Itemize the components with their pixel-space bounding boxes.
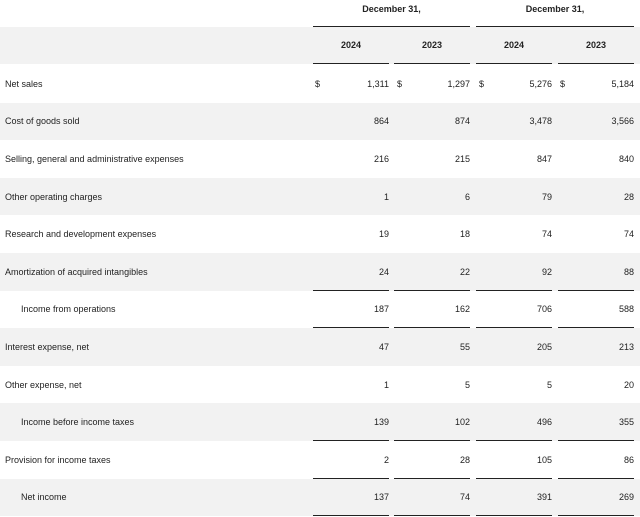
year-header: 2024	[340, 40, 362, 50]
value-cell: 74	[459, 492, 470, 503]
currency-symbol: $	[479, 78, 485, 89]
row-label: Interest expense, net	[5, 341, 90, 352]
value-cell: 496	[536, 417, 552, 428]
year-header: 2023	[585, 40, 607, 50]
value-cell: 28	[623, 191, 634, 202]
year-underline	[313, 63, 389, 64]
value-cell: 102	[454, 417, 470, 428]
table-row	[0, 178, 640, 216]
subtotal-rule	[476, 515, 552, 516]
value-cell: 79	[541, 191, 552, 202]
value-cell: 2	[383, 454, 389, 465]
year-header: 2023	[421, 40, 443, 50]
row-label: Research and development expenses	[5, 229, 157, 240]
value-cell: 139	[373, 417, 389, 428]
row-label: Cost of goods sold	[5, 116, 80, 127]
table-row	[0, 366, 640, 404]
subtotal-rule	[394, 515, 470, 516]
row-label: Provision for income taxes	[5, 454, 111, 465]
table-row	[0, 65, 640, 103]
table-row	[0, 215, 640, 253]
value-cell: 1	[383, 379, 389, 390]
value-cell: 864	[373, 116, 389, 127]
value-cell: 5,184	[611, 78, 634, 89]
value-cell: 706	[536, 304, 552, 315]
table-row	[0, 403, 640, 441]
period-header-row	[0, 0, 640, 27]
value-cell: 205	[536, 341, 552, 352]
table-row	[0, 441, 640, 479]
value-cell: 88	[623, 266, 634, 277]
value-cell: 847	[536, 153, 552, 164]
subtotal-rule	[558, 515, 634, 516]
currency-symbol: $	[397, 78, 403, 89]
value-cell: 187	[373, 304, 389, 315]
value-cell: 24	[378, 266, 389, 277]
value-cell: 47	[378, 341, 389, 352]
value-cell: 1,297	[447, 78, 470, 89]
value-cell: 215	[454, 153, 470, 164]
value-cell: 74	[541, 229, 552, 240]
value-cell: 213	[618, 341, 634, 352]
subtotal-rule	[313, 515, 389, 516]
table-row	[0, 328, 640, 366]
value-cell: 137	[373, 492, 389, 503]
table-row	[0, 103, 640, 141]
year-underline	[394, 63, 470, 64]
table-row	[0, 479, 640, 517]
value-cell: 6	[464, 191, 470, 202]
value-cell: 19	[378, 229, 389, 240]
row-label: Selling, general and administrative expenses	[5, 153, 184, 164]
row-label: Other operating charges	[5, 191, 103, 202]
row-label: Other expense, net	[5, 379, 82, 390]
value-cell: 3,478	[529, 116, 552, 127]
value-cell: 874	[454, 116, 470, 127]
value-cell: 1,311	[367, 78, 389, 89]
value-cell: 355	[618, 417, 634, 428]
value-cell: 28	[459, 454, 470, 465]
row-label: Amortization of acquired intangibles	[5, 266, 148, 277]
value-cell: 588	[618, 304, 634, 315]
value-cell: 162	[454, 304, 470, 315]
value-cell: 1	[383, 191, 389, 202]
year-underline	[558, 63, 634, 64]
value-cell: 5	[464, 379, 470, 390]
value-cell: 20	[623, 379, 634, 390]
period-header: December 31,	[362, 4, 421, 14]
value-cell: 5	[546, 379, 552, 390]
table-row	[0, 291, 640, 329]
value-cell: 22	[459, 266, 470, 277]
value-cell: 3,566	[611, 116, 634, 127]
currency-symbol: $	[560, 78, 566, 89]
period-header: December 31,	[525, 4, 585, 14]
table-row	[0, 140, 640, 178]
year-header: 2024	[503, 40, 525, 50]
value-cell: 74	[623, 229, 634, 240]
value-cell: 105	[536, 454, 552, 465]
value-cell: 840	[618, 153, 634, 164]
year-underline	[476, 63, 552, 64]
value-cell: 92	[541, 266, 552, 277]
currency-symbol: $	[315, 78, 321, 89]
row-label: Income from operations	[21, 304, 116, 315]
value-cell: 216	[373, 153, 389, 164]
value-cell: 55	[459, 341, 470, 352]
table-row	[0, 253, 640, 291]
row-label: Income before income taxes	[21, 417, 135, 428]
value-cell: 269	[618, 492, 634, 503]
value-cell: 18	[459, 229, 470, 240]
value-cell: 86	[623, 454, 634, 465]
row-label: Net sales	[5, 78, 43, 89]
row-label: Net income	[21, 492, 67, 503]
value-cell: 391	[536, 492, 552, 503]
value-cell: 5,276	[529, 78, 552, 89]
